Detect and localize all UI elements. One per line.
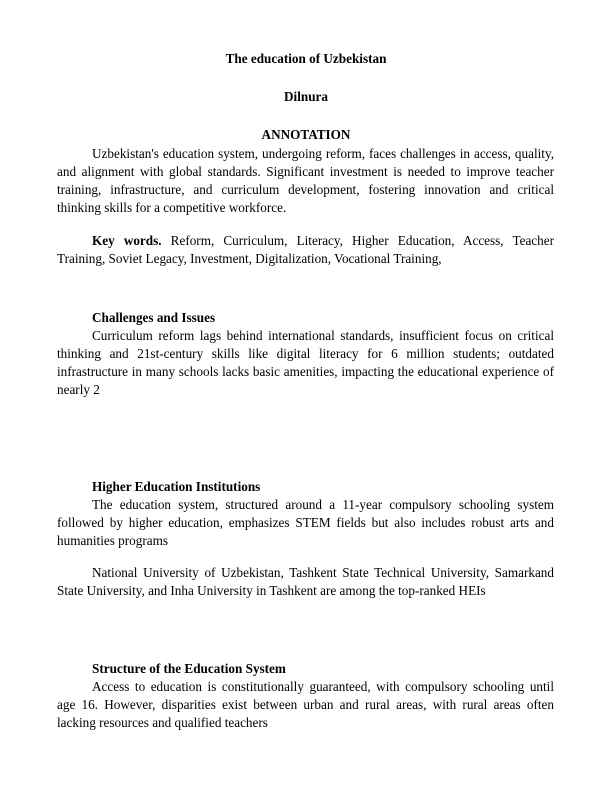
- structure-heading: Structure of the Education System: [92, 661, 286, 676]
- higher-education-heading: Higher Education Institutions: [92, 479, 261, 494]
- keywords-label: Key words.: [92, 233, 162, 248]
- higher-education-paragraph-2: National University of Uzbekistan, Tashkent State Technical University, Samarkand State University, and Inha University in Tashkent are among the top-ranked HEIs: [57, 565, 554, 598]
- challenges-heading: Challenges and Issues: [92, 310, 216, 325]
- higher-education-paragraph-1: The education system, structured around a 11-year compulsory schooling system followed by higher education, emphasizes STEM fields but also includes robust arts and humanities programs: [57, 497, 554, 548]
- challenges-paragraph: Curriculum reform lags behind international standards, insufficient focus on critical thinking and 21st-century skills like digital literacy for 6 million students; outdated infrastructure in many schools lacks basic amenities, impacting the educational experience of nearly 2: [57, 328, 554, 397]
- author-name: Dilnura: [284, 89, 328, 104]
- keywords-list: Reform, Curriculum, Literacy, Higher Education, Access, Teacher Training, Soviet Legacy, Investment, Digitalization, Vocational Training,: [57, 233, 554, 266]
- annotation-heading: ANNOTATION: [261, 127, 351, 142]
- structure-paragraph: Access to education is constitutionally guaranteed, with compulsory schooling until age 16. However, disparities exist between urban and rural areas, with rural areas often lacking resources and qualified teachers: [57, 679, 554, 730]
- document-title: The education of Uzbekistan: [225, 51, 387, 66]
- annotation-paragraph: Uzbekistan's education system, undergoing reform, faces challenges in access, quality, and alignment with global standards. Significant investment is needed to improve teacher training, infrastructure, and curriculum development, fostering innovation and critical thinking skills for a competitive workforce.: [57, 146, 554, 215]
- keywords-paragraph: [57, 232, 554, 268]
